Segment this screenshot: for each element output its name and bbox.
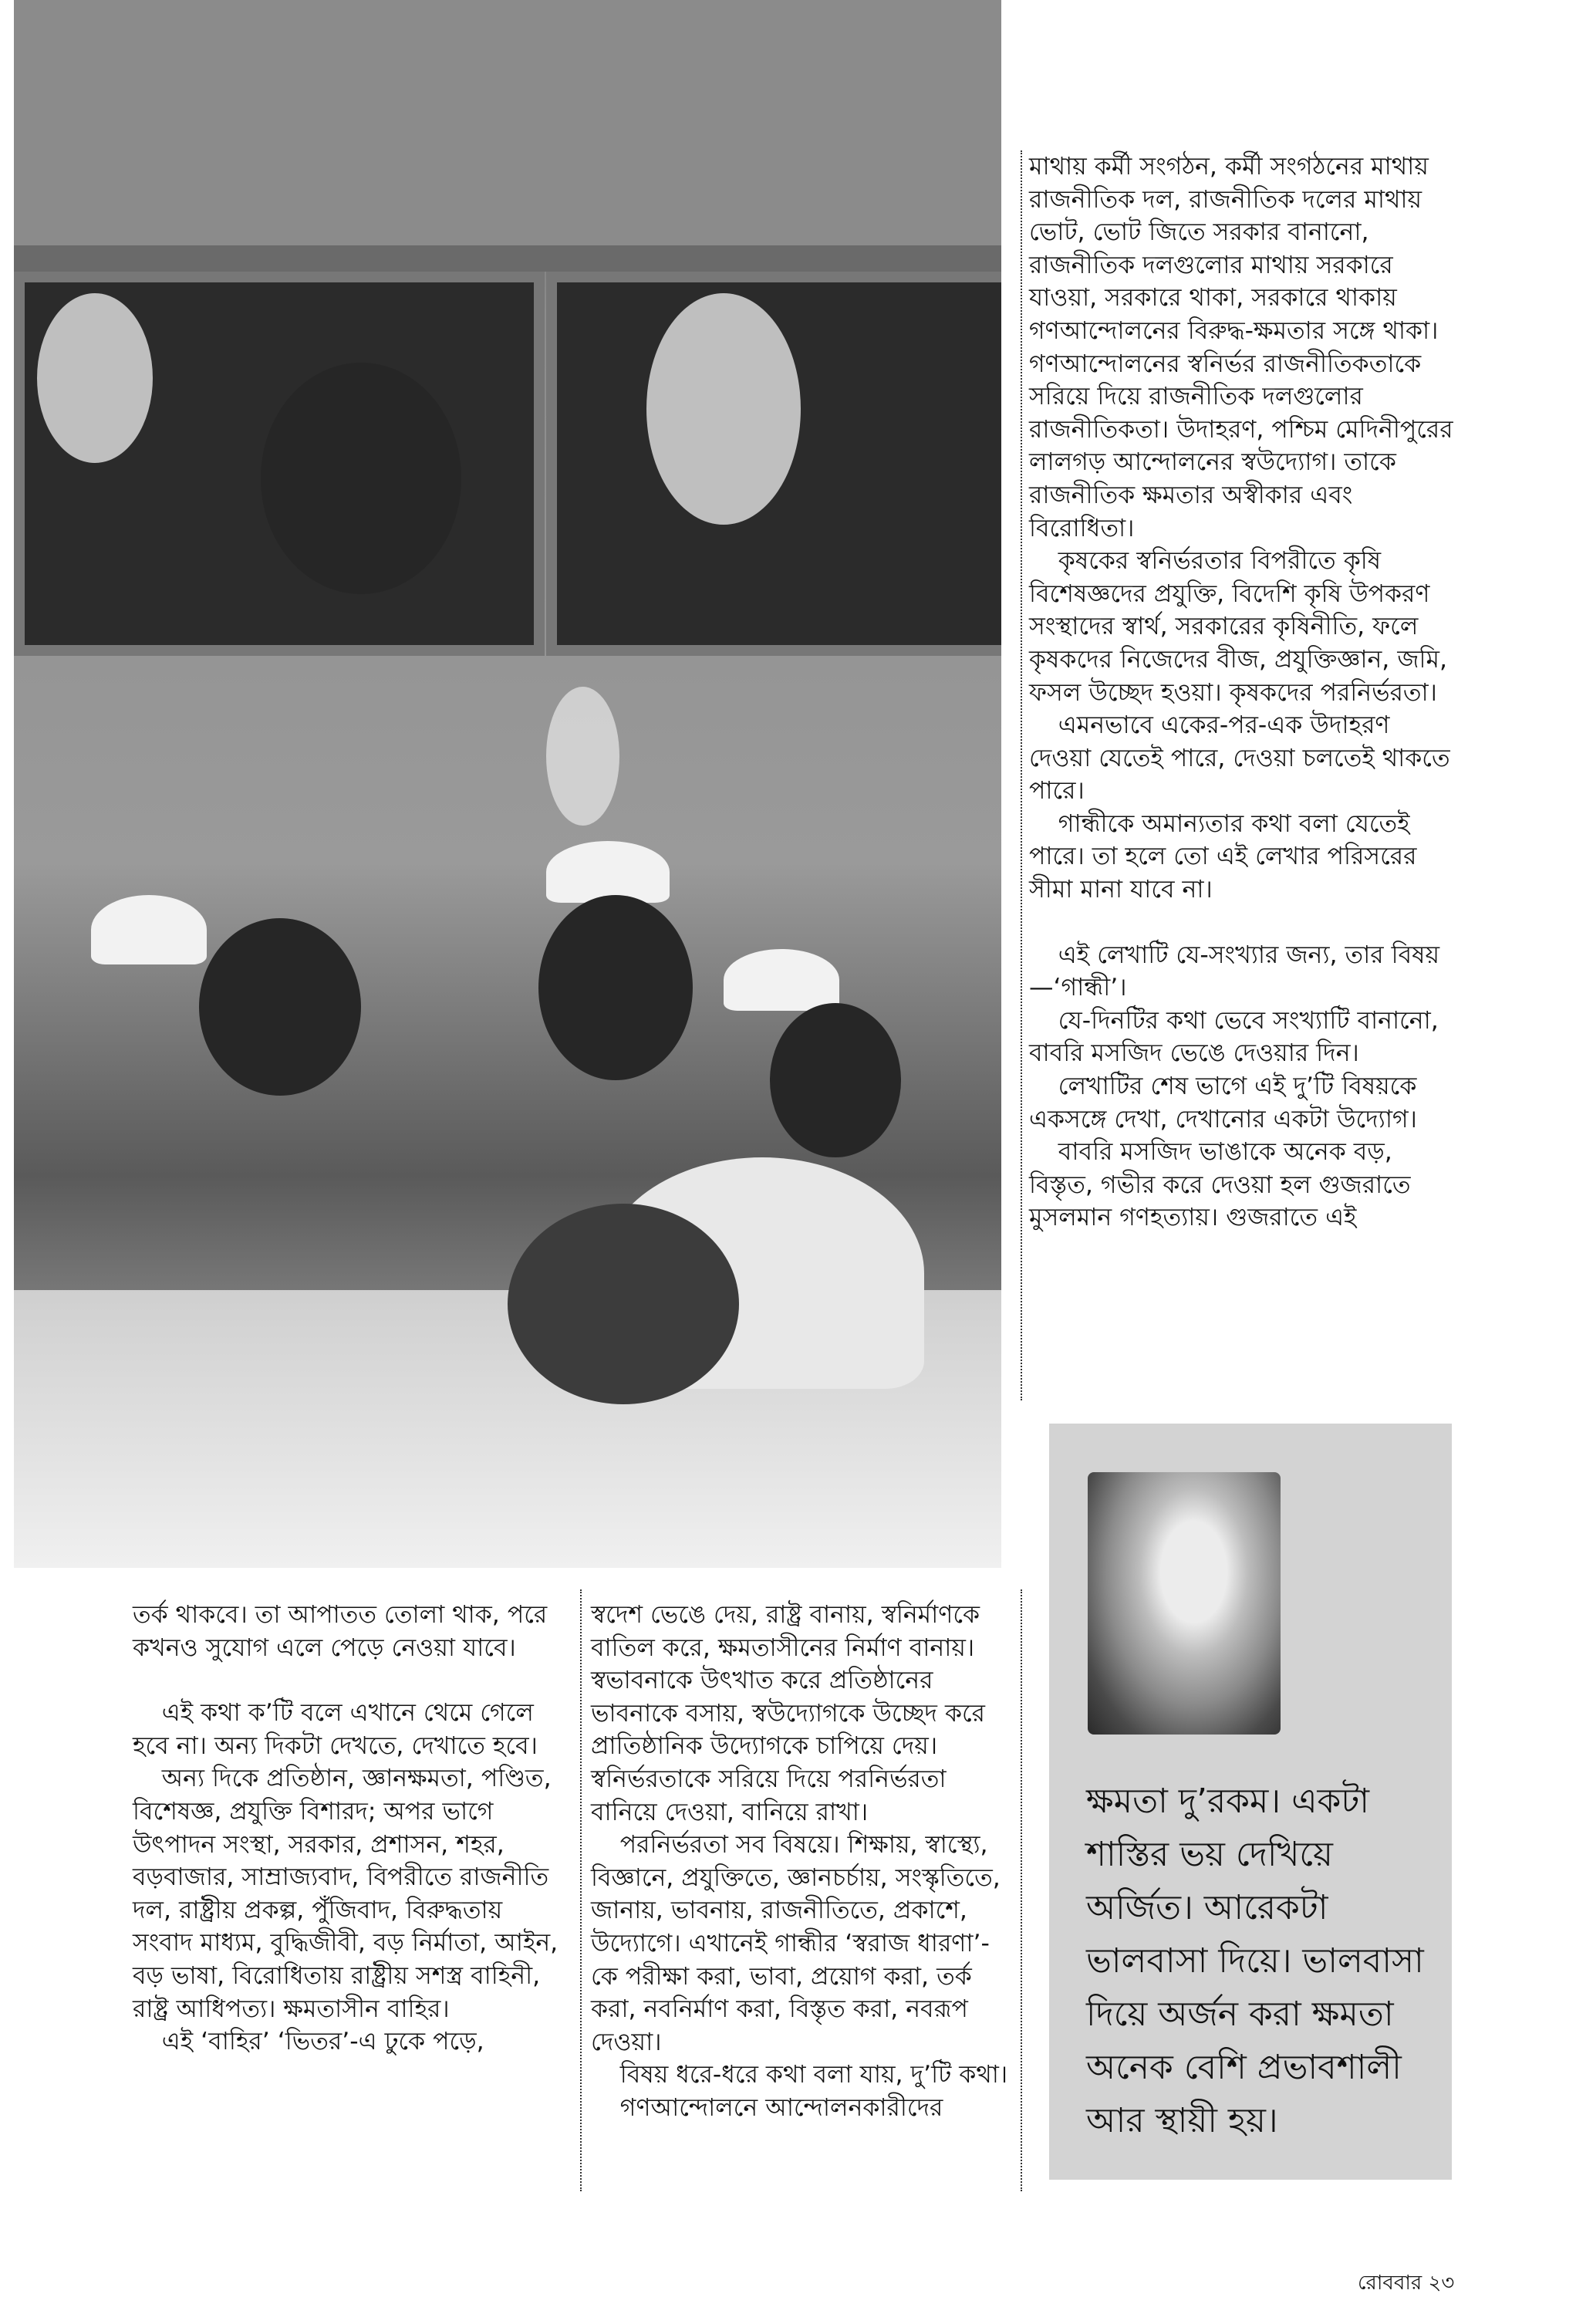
right-paragraph-4: গান্ধীকে অমান্যতার কথা বলা যেতেই পারে। তা হলে তো এই লেখার পরিসরের সীমা মানা যাবে না।	[1029, 809, 1417, 904]
photo-train-roof	[14, 0, 1001, 255]
right-paragraph-1: মাথায় কর্মী সংগঠন, কর্মী সংগঠনের মাথায় রাজনীতিক দল, রাজনীতিক দলের মাথায় ভোট, ভোট জিতে সরকার বানানো, রাজনীতিক দলগুলোর মাথায় সরকারে যাওয়া, সরকারে থাকা, সরকারে থাকায় গণআন্দোলনের বিরুদ্ধ-ক্ষমতার সঙ্গে থাকা। গণআন্দোলনের স্বনির্ভর রাজনীতিকতাকে সরিয়ে দিয়ে রাজনীতিক দলগুলোর রাজনীতিকতা। উদাহরণ, পশ্চিম মেদিনীপুরের লালগড় আন্দোলনের স্বউদ্যোগ। তাকে রাজনীতিক ক্ষমতার অস্বীকার এবং বিরোধিতা।	[1029, 153, 1453, 542]
right-column	[1029, 150, 1453, 1235]
middle-paragraph-3: বিষয় ধরে-ধরে কথা বলা যায়, দু’টি কথা।	[619, 2061, 1008, 2089]
column-rule-middle	[1021, 1589, 1022, 2191]
photo-foreground-cap-dark	[508, 1204, 739, 1404]
middle-column	[591, 1599, 1011, 2125]
column-rule-left	[580, 1589, 582, 2191]
photo-woman-figure	[37, 293, 153, 463]
middle-paragraph-2: পরনির্ভরতা সব বিষয়ে। শিক্ষায়, স্বাস্থ্যে, বিজ্ঞানে, প্রযুক্তিতে, জ্ঞানচর্চায়, সংস্কৃতিতে, জানায়, ভাবনায়, রাজনীতিতে, প্রকাশে, উদ্যোগে। এখানেই গান্ধীর ‘স্বরাজ ধারণা’-কে পরীক্ষা করা, ভাবা, প্রয়োগ করা, তর্ক করা, নবনির্মাণ করা, বিস্তৃত করা, নবরূপ দেওয়া।	[591, 1831, 1001, 2056]
photo-gandhi-figure	[646, 293, 801, 525]
page-folio: রোববার ২৩	[1358, 2272, 1455, 2295]
right-paragraph-7: লেখাটির শেষ ভাগে এই দু’টি বিষয়কে একসঙ্গে দেখা, দেখানোর একটা উদ্যোগ।	[1029, 1072, 1417, 1133]
photo-white-cap	[91, 895, 207, 964]
photo-crowd-face	[538, 895, 693, 1080]
gandhi-portrait	[1088, 1472, 1281, 1735]
column-rule-right	[1021, 150, 1022, 1400]
photo-white-cap	[546, 841, 670, 903]
left-paragraph-3: অন্য দিকে প্রতিষ্ঠান, জ্ঞানক্ষমতা, পণ্ডিত, বিশেষজ্ঞ, প্রযুক্তি বিশারদ; অপর ভাগে উৎপাদন সংস্থা, সরকার, প্রশাসন, শহর, বড়বাজার, সাম্রাজ্যবাদ, বিপরীতে রাজনীতি দল, রাষ্ট্রীয় প্রকল্প, পুঁজিবাদ, বিরুদ্ধতায় সংবাদ মাধ্যম, বুদ্ধিজীবী, বড় নির্মাতা, আইন, বড় ভাষা, বিরোধিতায় রাষ্ট্রীয় সশস্ত্র বাহিনী, রাষ্ট্র আধিপত্য। ক্ষমতাসীন বাহির।	[133, 1765, 559, 2023]
gandhi-quote: ক্ষমতা দু’রকম। একটা শাস্তির ভয় দেখিয়ে অর্জিত। আরেকটা ভালবাসা দিয়ে। ভালবাসা দিয়ে অর্জন করা ক্ষমতা অনেক বেশি প্রভাবশালী আর স্থায়ী হয়।	[1086, 1782, 1424, 2140]
middle-paragraph-4: গণআন্দোলনে আন্দোলনকারীদের	[619, 2093, 943, 2122]
left-paragraph-4: এই ‘বাহির’ ‘ভিতর’-এ ঢুকে পড়ে,	[161, 2028, 484, 2056]
gandhi-train-photo	[14, 0, 1001, 1568]
photo-man-figure	[261, 363, 461, 594]
paragraph-gap	[1029, 907, 1453, 939]
photo-crowd-face	[199, 918, 361, 1096]
left-column	[133, 1599, 562, 2059]
right-paragraph-3: এমনভাবে একের-পর-এক উদাহরণ দেওয়া যেতেই পারে, দেওয়া চলতেই থাকতে পারে।	[1029, 711, 1450, 806]
photo-window-rail	[14, 245, 1001, 272]
middle-paragraph-1: স্বদেশ ভেঙে দেয়, রাষ্ট্র বানায়, স্বনির্মাণকে বাতিল করে, ক্ষমতাসীনের নির্মাণ বানায়। স্বভাবনাকে উৎখাত করে প্রতিষ্ঠানের ভাবনাকে বসায়, স্বউদ্যোগকে উচ্ছেদ করে প্রাতিষ্ঠানিক উদ্যোগকে চাপিয়ে দেয়। স্বনির্ভরতাকে সরিয়ে দিয়ে পরনির্ভরতা বানিয়ে দেওয়া, বানিয়ে রাখা।	[591, 1601, 985, 1826]
photo-raised-hand	[546, 687, 619, 826]
right-paragraph-5: এই লেখাটি যে-সংখ্যার জন্য, তার বিষয়—‘গান্ধী’।	[1029, 941, 1440, 1002]
right-paragraph-8: বাবরি মসজিদ ভাঙাকে অনেক বড়, বিস্তৃত, গভীর করে দেওয়া হল গুজরাতে মুসলমান গণহত্যায়। গুজরাতে এই	[1029, 1138, 1411, 1232]
right-paragraph-6: যে-দিনটির কথা ভেবে সংখ্যাটি বানানো, বাবরি মসজিদ ভেঙে দেওয়ার দিন।	[1029, 1006, 1439, 1068]
left-paragraph-1: তর্ক থাকবে। তা আপাতত তোলা থাক, পরে কখনও সুযোগ এলে পেড়ে নেওয়া যাবে।	[133, 1601, 548, 1662]
photo-crowd-face	[770, 1003, 901, 1157]
left-paragraph-2: এই কথা ক’টি বলে এখানে থেমে গেলে হবে না। অন্য দিকটা দেখতে, দেখাতে হবে।	[133, 1699, 538, 1760]
paragraph-gap	[133, 1664, 562, 1697]
photo-white-cap	[724, 949, 839, 1011]
right-paragraph-2: কৃষকের স্বনির্ভরতার বিপরীতে কৃষি বিশেষজ্ঞদের প্রযুক্তি, বিদেশি কৃষি উপকরণ সংস্থাদের স্বার্থ, সরকারের কৃষিনীতি, ফলে কৃষকদের নিজেদের বীজ, প্রযুক্তিজ্ঞান, জমি, ফসল উচ্ছেদ হওয়া। কৃষকদের পরনির্ভরতা।	[1029, 547, 1448, 707]
